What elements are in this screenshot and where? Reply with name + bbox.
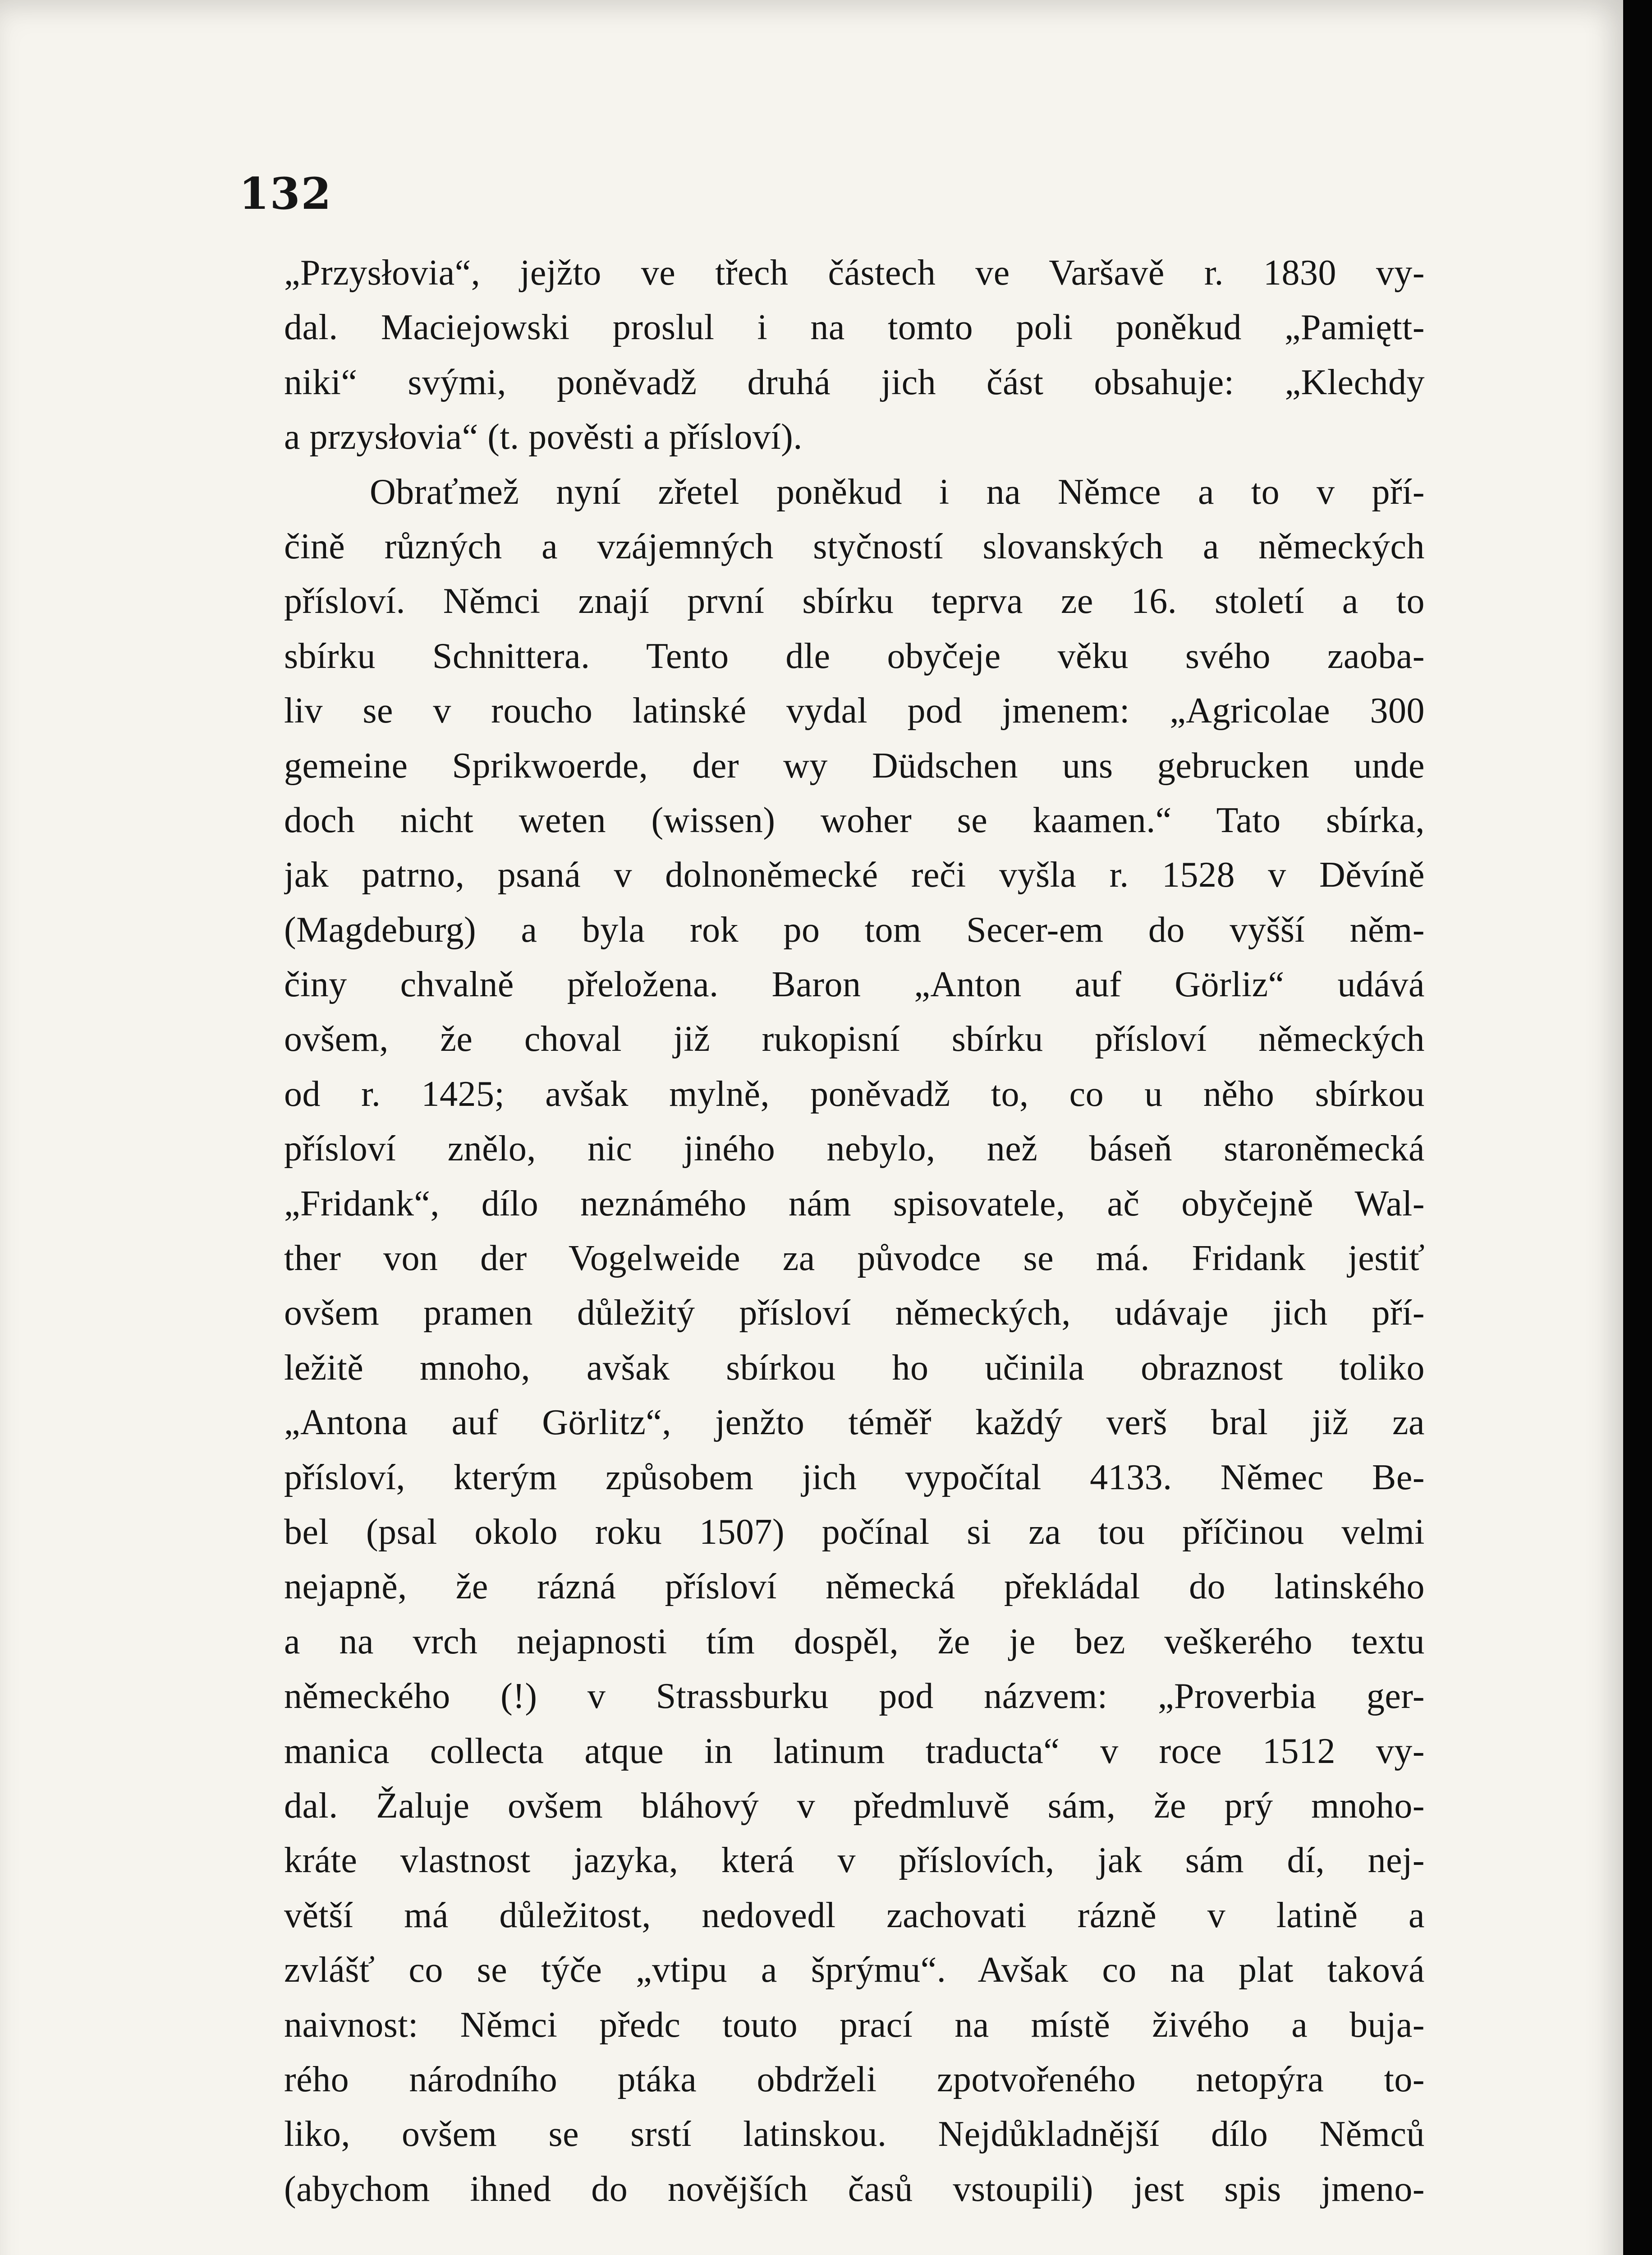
text-line: čině různých a vzájemných styčností slovanských a německých <box>284 526 1425 566</box>
text-line: a na vrch nejapnosti tím dospěl, že je bez veškerého textu <box>284 1621 1425 1661</box>
text-line: přísloví znělo, nic jiného nebylo, než báseň staroněmecká <box>284 1129 1425 1169</box>
text-line: zvlášť co se týče „vtipu a šprýmu“. Avšak co na plat taková <box>284 1950 1425 1990</box>
text-line: jak patrno, psaná v dolnoněmecké reči vyšla r. 1528 v Děvíně <box>284 855 1425 895</box>
body-text <box>284 246 1425 2217</box>
text-line: (abychom ihned do novějších časů vstoupili) jest spis jmeno- <box>284 2169 1425 2209</box>
text-line: ovšem, že choval již rukopisní sbírku přísloví německých <box>284 1019 1425 1059</box>
text-line: gemeine Sprikwoerde, der wy Düdschen uns gebrucken unde <box>284 746 1425 786</box>
text-line: dal. Maciejowski proslul i na tomto poli poněkud „Pamiętt- <box>284 308 1425 348</box>
text-line: sbírku Schnittera. Tento dle obyčeje věku svého zaoba- <box>284 636 1425 676</box>
text-line: ther von der Vogelweide za původce se má. Fridank jestiť <box>284 1238 1425 1279</box>
text-line: německého (!) v Strassburku pod názvem: „Proverbia ger- <box>284 1676 1425 1717</box>
text-line: rého národního ptáka obdrželi zpotvořeného netopýra to- <box>284 2059 1425 2099</box>
text-line: a przysłovia“ (t. pověsti a přísloví). <box>284 417 803 457</box>
text-line: niki“ svými, poněvadž druhá jich část obsahuje: „Klechdy <box>284 362 1425 402</box>
text-line: naivnost: Němci předc touto prací na místě živého a buja- <box>284 2005 1425 2045</box>
text-line: bel (psal okolo roku 1507) počínal si za tou příčinou velmi <box>284 1512 1425 1552</box>
text-line: „Przysłovia“, jejžto ve třech částech ve Varšavě r. 1830 vy- <box>284 253 1425 293</box>
text-line: větší má důležitost, nedovedl zachovati rázně v latině a <box>284 1895 1425 1935</box>
text-line: přísloví. Němci znají první sbírku teprva ze 16. století a to <box>284 581 1425 621</box>
text-line: dal. Žaluje ovšem bláhový v předmluvě sám, že prý mnoho- <box>284 1786 1425 1826</box>
page-number: 132 <box>239 168 332 219</box>
scan-border <box>1623 0 1652 2255</box>
text-line: ovšem pramen důležitý přísloví německých, udávaje jich pří- <box>284 1293 1425 1333</box>
text-line: přísloví, kterým způsobem jich vypočítal 4133. Němec Be- <box>284 1457 1425 1497</box>
text-line: od r. 1425; avšak mylně, poněvadž to, co u něho sbírkou <box>284 1074 1425 1114</box>
text-line: ležitě mnoho, avšak sbírkou ho učinila obraznost toliko <box>284 1348 1425 1388</box>
text-line: doch nicht weten (wissen) woher se kaamen.“ Tato sbírka, <box>284 800 1425 840</box>
text-line: „Fridank“, dílo neznámého nám spisovatele, ač obyčejně Wal- <box>284 1183 1425 1224</box>
text-line: (Magdeburg) a byla rok po tom Secer-em do vyšší něm- <box>284 910 1425 950</box>
text-line: liv se v roucho latinské vydal pod jmenem: „Agricolae 300 <box>284 691 1425 731</box>
text-line: nejapně, že rázná přísloví německá překládal do latinského <box>284 1567 1425 1607</box>
text-line: Obraťmež nyní zřetel poněkud i na Němce a to v pří- <box>370 472 1425 512</box>
text-line: „Antona auf Görlitz“, jenžto téměř každý verš bral již za <box>284 1403 1425 1443</box>
text-line: liko, ovšem se srstí latinskou. Nejdůkladnější dílo Němců <box>284 2114 1425 2154</box>
text-line: kráte vlastnost jazyka, která v příslovích, jak sám dí, nej- <box>284 1841 1425 1881</box>
text-line: manica collecta atque in latinum traducta“ v roce 1512 vy- <box>284 1731 1425 1771</box>
text-line: činy chvalně přeložena. Baron „Anton auf Görliz“ udává <box>284 965 1425 1005</box>
